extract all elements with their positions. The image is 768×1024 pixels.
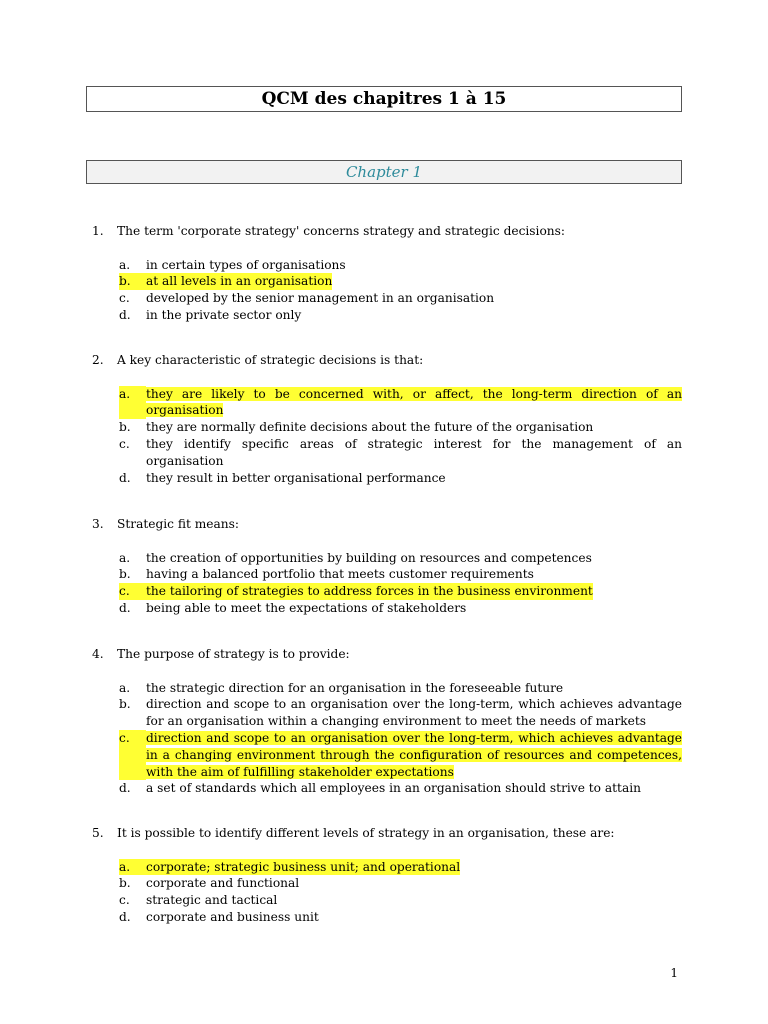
answer-option	[119, 290, 682, 307]
page-number: 1	[670, 966, 678, 980]
answer-letter: d.	[119, 781, 131, 796]
answer-letter: b.	[119, 697, 131, 712]
answer-text: corporate and business unit	[146, 909, 319, 924]
answer-option-highlighted	[119, 730, 682, 780]
document-title: QCM des chapitres 1 à 15	[86, 86, 682, 112]
answer-text: the strategic direction for an organisation in the foreseeable future	[146, 680, 564, 695]
question-number: 1.	[92, 224, 104, 238]
answer-text: in the private sector only	[146, 307, 302, 322]
answer-letter: d.	[119, 600, 131, 615]
question-text: A key characteristic of strategic decisions is that:	[117, 353, 424, 367]
answer-letter: b.	[119, 273, 146, 290]
answer-option	[119, 780, 682, 797]
question-number: 5.	[92, 826, 104, 840]
answer-letter: d.	[119, 307, 131, 322]
answer-text-wrap	[146, 386, 682, 420]
answer-text-wrap	[146, 730, 682, 780]
answer-text: being able to meet the expectations of stakeholders	[146, 600, 467, 615]
answer-letter: c.	[119, 730, 146, 780]
answer-text: they are normally definite decisions about the future of the organisation	[146, 420, 594, 435]
answer-option	[119, 419, 682, 436]
answer-text: at all levels in an organisation	[146, 274, 333, 289]
answer-option-highlighted	[119, 386, 682, 420]
question-3	[92, 516, 682, 617]
answer-option-highlighted	[119, 859, 682, 876]
answer-letter: c.	[119, 291, 130, 306]
question-number: 3.	[92, 517, 104, 531]
answer-option	[119, 470, 682, 487]
answer-letter: b.	[119, 420, 131, 435]
answer-letter: a.	[119, 386, 146, 420]
answer-option	[119, 307, 682, 324]
question-text: Strategic fit means:	[117, 517, 239, 531]
answer-option	[119, 875, 682, 892]
answer-text: a set of standards which all employees in an organisation should strive to attain	[146, 781, 641, 796]
answer-text: corporate and functional	[146, 876, 300, 891]
question-number: 2.	[92, 353, 104, 367]
answer-letter: a.	[119, 859, 146, 876]
answer-text: corporate; strategic business unit; and operational	[146, 859, 461, 874]
answer-option	[119, 566, 682, 583]
answer-text: they identify specific areas of strategic interest for the management of an organisation	[146, 436, 682, 468]
answer-option	[119, 550, 682, 567]
answer-text: strategic and tactical	[146, 893, 278, 908]
answer-option	[119, 909, 682, 926]
question-1	[92, 223, 682, 324]
answer-text: developed by the senior management in an organisation	[146, 291, 495, 306]
answer-text: the tailoring of strategies to address forces in the business environment	[146, 584, 593, 599]
question-text: The term 'corporate strategy' concerns strategy and strategic decisions:	[117, 224, 566, 238]
answer-letter: d.	[119, 470, 131, 485]
answer-text: they result in better organisational performance	[146, 470, 446, 485]
answer-text: direction and scope to an organisation over the long-term, which achieves advantage in a changing environment through the configuration of resources and competences, with the aim of fulfilling stakeholder expectations	[146, 730, 682, 779]
answer-letter: d.	[119, 909, 131, 924]
answer-letter: b.	[119, 876, 131, 891]
answer-letter: c.	[119, 436, 130, 451]
answer-text: having a balanced portfolio that meets customer requirements	[146, 567, 534, 582]
answer-letter: a.	[119, 550, 131, 565]
answer-text: direction and scope to an organisation over the long-term, which achieves advantage for an organisation within a changing environment to meet the needs of markets	[146, 697, 682, 729]
answer-letter: c.	[119, 893, 130, 908]
answer-text: they are likely to be concerned with, or affect, the long-term direction of an organisation	[146, 386, 682, 418]
question-4	[92, 646, 682, 797]
question-2	[92, 352, 682, 486]
answer-option	[119, 892, 682, 909]
answer-option-highlighted	[119, 583, 682, 600]
answer-letter: a.	[119, 680, 131, 695]
answer-option	[119, 257, 682, 274]
answer-letter: b.	[119, 567, 131, 582]
question-number: 4.	[92, 647, 104, 661]
answer-text: in certain types of organisations	[146, 257, 346, 272]
answer-option	[119, 600, 682, 617]
answer-option	[119, 680, 682, 697]
answer-letter: a.	[119, 257, 131, 272]
answer-letter: c.	[119, 583, 146, 600]
answer-option-highlighted	[119, 273, 682, 290]
question-text: The purpose of strategy is to provide:	[117, 647, 350, 661]
answer-option	[119, 436, 682, 470]
answer-text: the creation of opportunities by building on resources and competences	[146, 550, 592, 565]
question-text: It is possible to identify different levels of strategy in an organisation, these are:	[117, 826, 615, 840]
question-5	[92, 825, 682, 926]
chapter-heading: Chapter 1	[86, 160, 682, 184]
answer-option	[119, 696, 682, 730]
